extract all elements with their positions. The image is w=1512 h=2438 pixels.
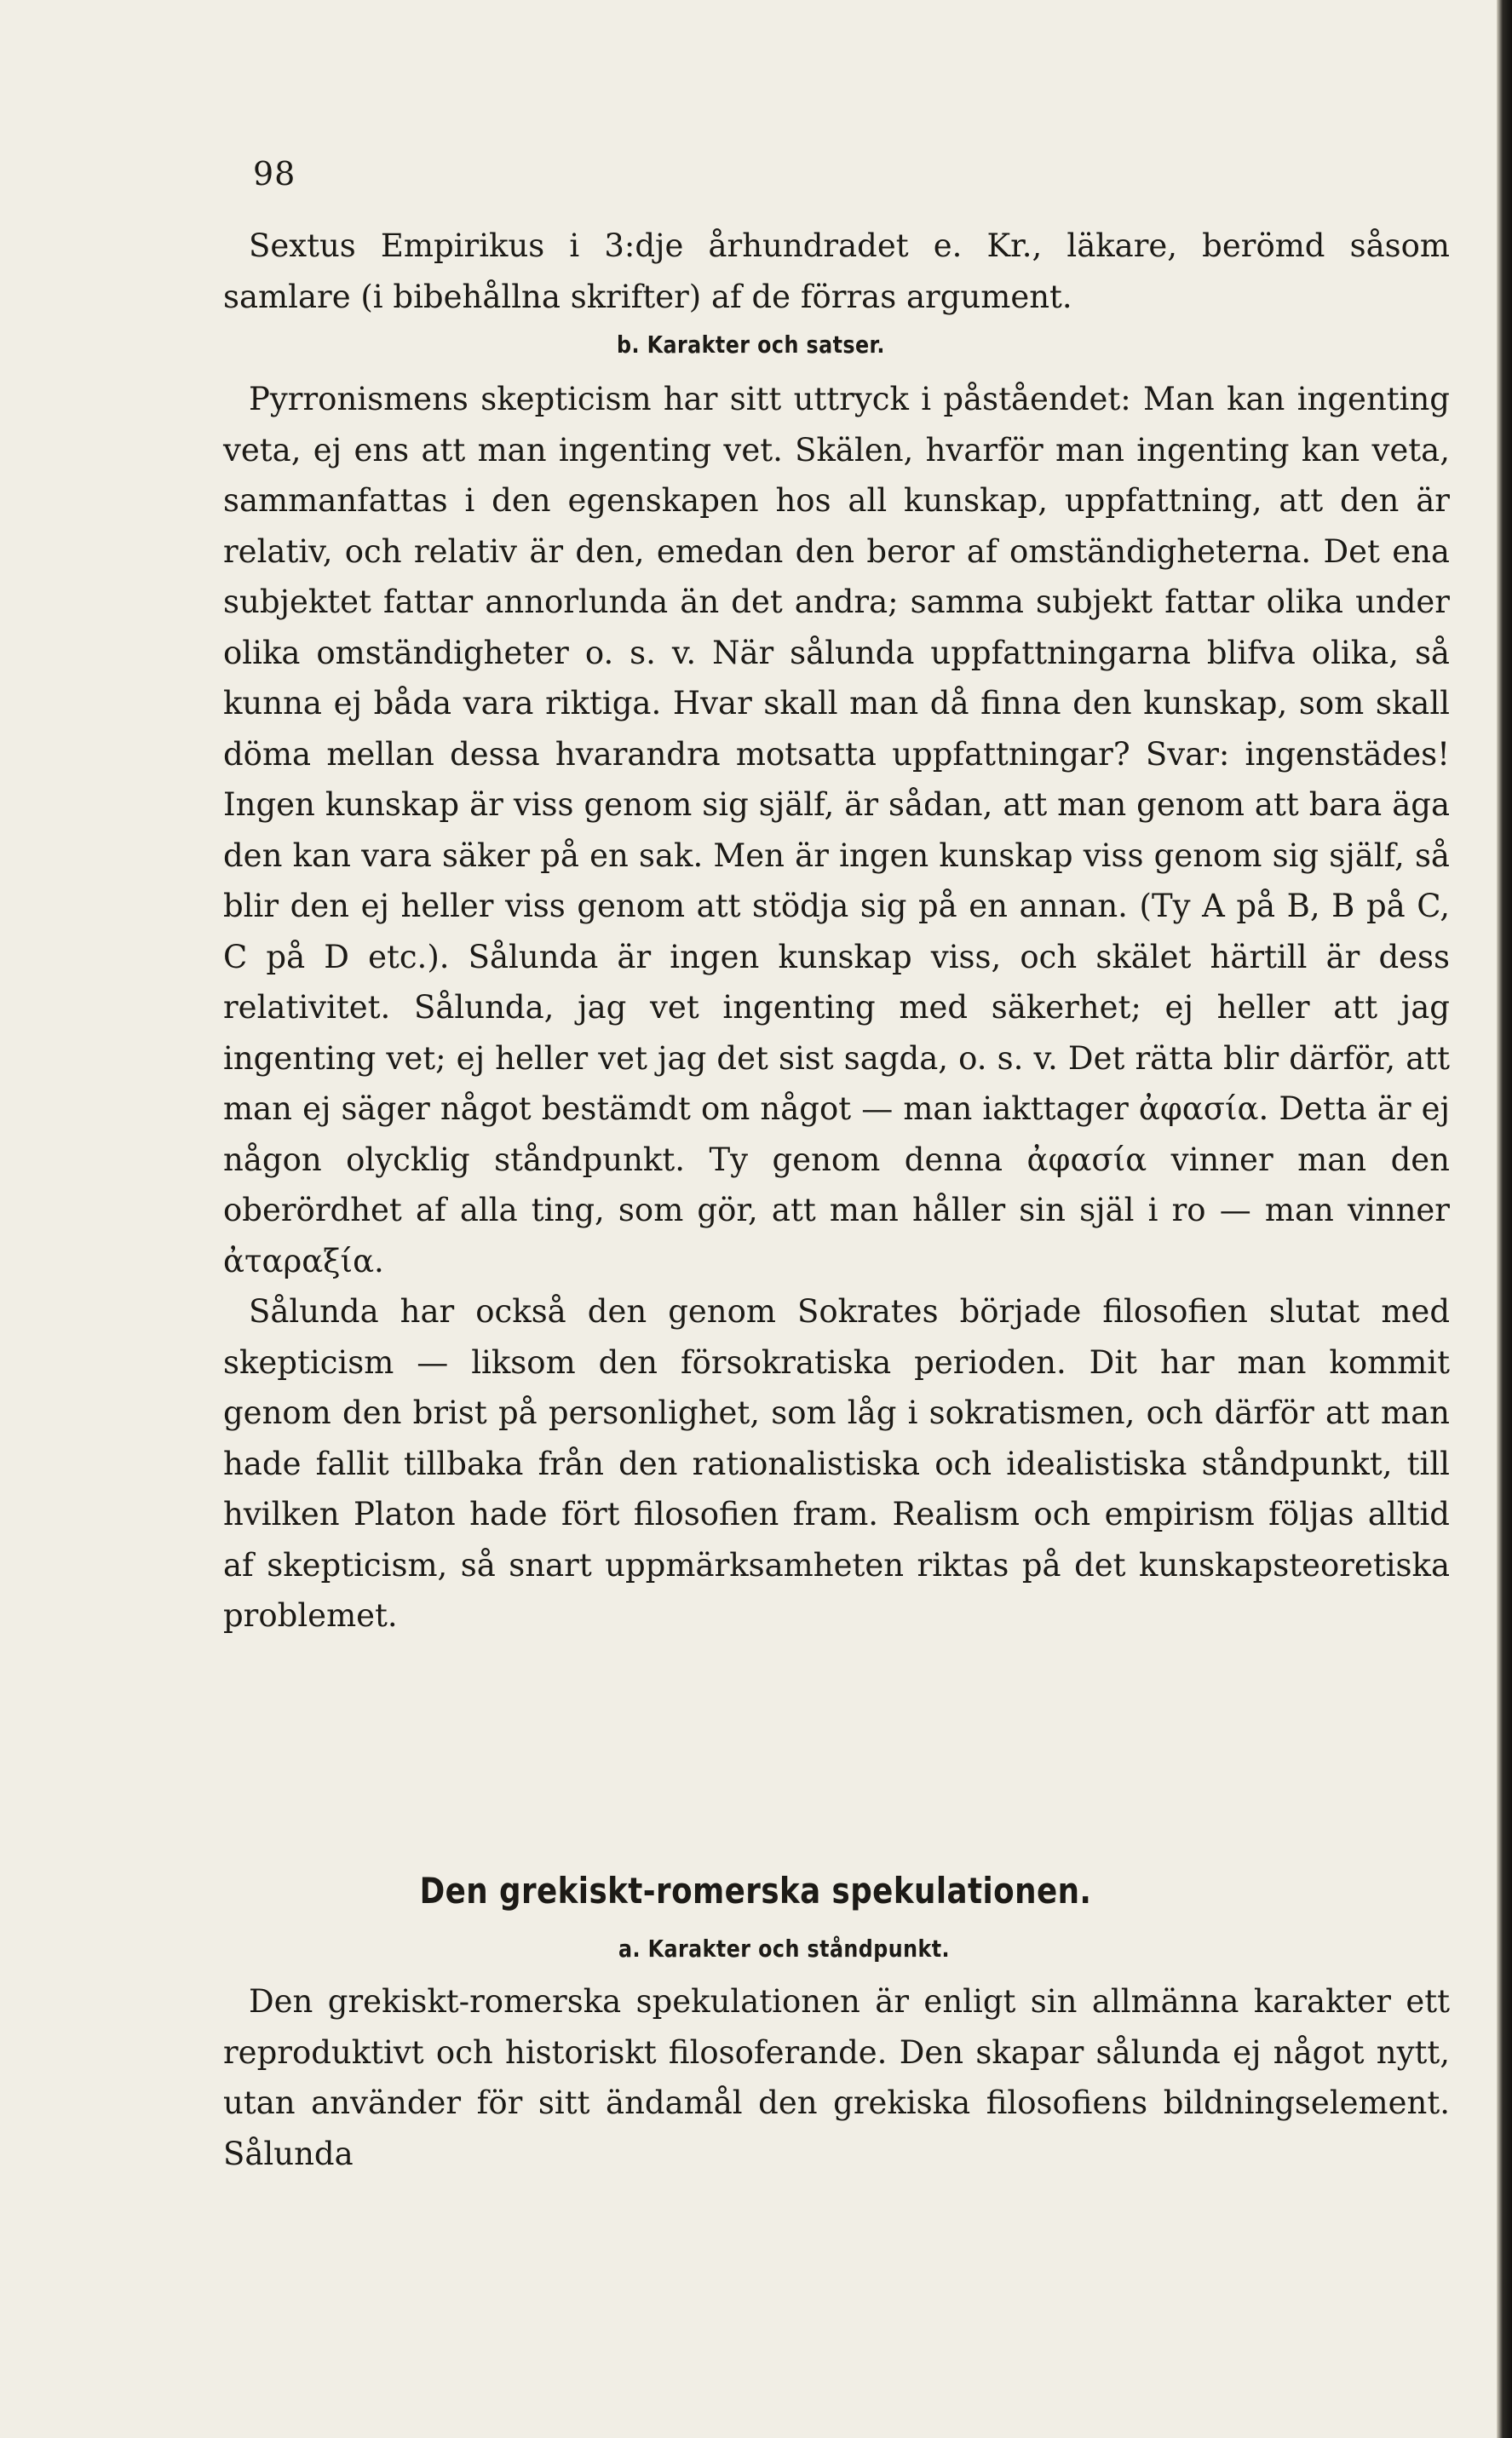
text-block-1 <box>223 221 1450 322</box>
subheading-a: a. Karakter och ståndpunkt. <box>618 1935 950 1963</box>
paragraph-pyrronism: Pyrronismens skepticism har sitt uttryck i påståendet: Man kan ingenting veta, ej ens att man ingenting vet. Skälen, hvarför man ingenting kan veta, sammanfattas i den egenskapen hos all kunskap, uppfattning, att den är relativ, och relativ är den, emedan den beror af omständigheterna. Det ena subjektet fattar annorlunda än det andra; samma subjekt fattar olika under olika omständigheter o. s. v. När sålunda uppfattningarna blifva olika, så kunna ej båda vara riktiga. Hvar skall man då finna den kunskap, som skall döma mellan dessa hvarandra motsatta uppfattningar? Svar: ingenstädes! Ingen kunskap är viss genom sig själf, är sådan, att man genom att bara äga den kan vara säker på en sak. Men är ingen kunskap viss genom sig själf, så blir den ej heller viss genom att stödja sig på en annan. (Ty A på B, B på C, C på D etc.). Sålunda är ingen kunskap viss, och skälet härtill är dess relativitet. Sålunda, jag vet ingenting med säkerhet; ej heller att jag ingenting vet; ej heller vet jag det sist sagda, o. s. v. Det rätta blir därför, att man ej säger något bestämdt om något — man iakttager ἀφασία. Detta är ej någon olycklig ståndpunkt. Ty genom denna ἀφασία vinner man den oberördhet af alla ting, som gör, att man håller sin själ i ro — man vinner ἀταραξία. <box>223 381 1450 1279</box>
section-heading <box>0 1870 1512 1912</box>
section-heading-text: Den grekiskt-romerska spekulationen. <box>420 1870 1092 1912</box>
paragraph-sextus: Sextus Empirikus i 3:dje århundradet e. Kr., läkare, berömd såsom samlare (i bibehållna skrifter) af de förras argument. <box>223 227 1450 315</box>
paragraph-greco-roman: Den grekiskt-romerska spekulationen är enligt sin allmänna karakter ett reproduktivt och historiskt filosoferande. Den skapar sålunda ej något nytt, utan använder för sitt ändamål den grekiska filosofiens bildningselement. Sålunda <box>223 1983 1450 2172</box>
text-block-3 <box>223 1976 1450 2179</box>
subheading-b: b. Karakter och satser. <box>617 331 885 359</box>
page-number: 98 <box>253 155 296 193</box>
paragraph-socrates: Sålunda har också den genom Sokrates började filosofien slutat med skepticism — liksom den försokratiska perioden. Dit har man kommit genom den brist på personlighet, som låg i sokratismen, och därför att man hade fallit tillbaka från den rationalistiska och idealistiska ståndpunkt, till hvilken Platon hade fört filosofien fram. Realism och empirism följas alltid af skepticism, så snart uppmärksamheten riktas på det kunskapsteoretiska problemet. <box>223 1293 1450 1634</box>
text-block-2 <box>223 374 1450 1642</box>
page-edge-shadow <box>1497 0 1512 2438</box>
